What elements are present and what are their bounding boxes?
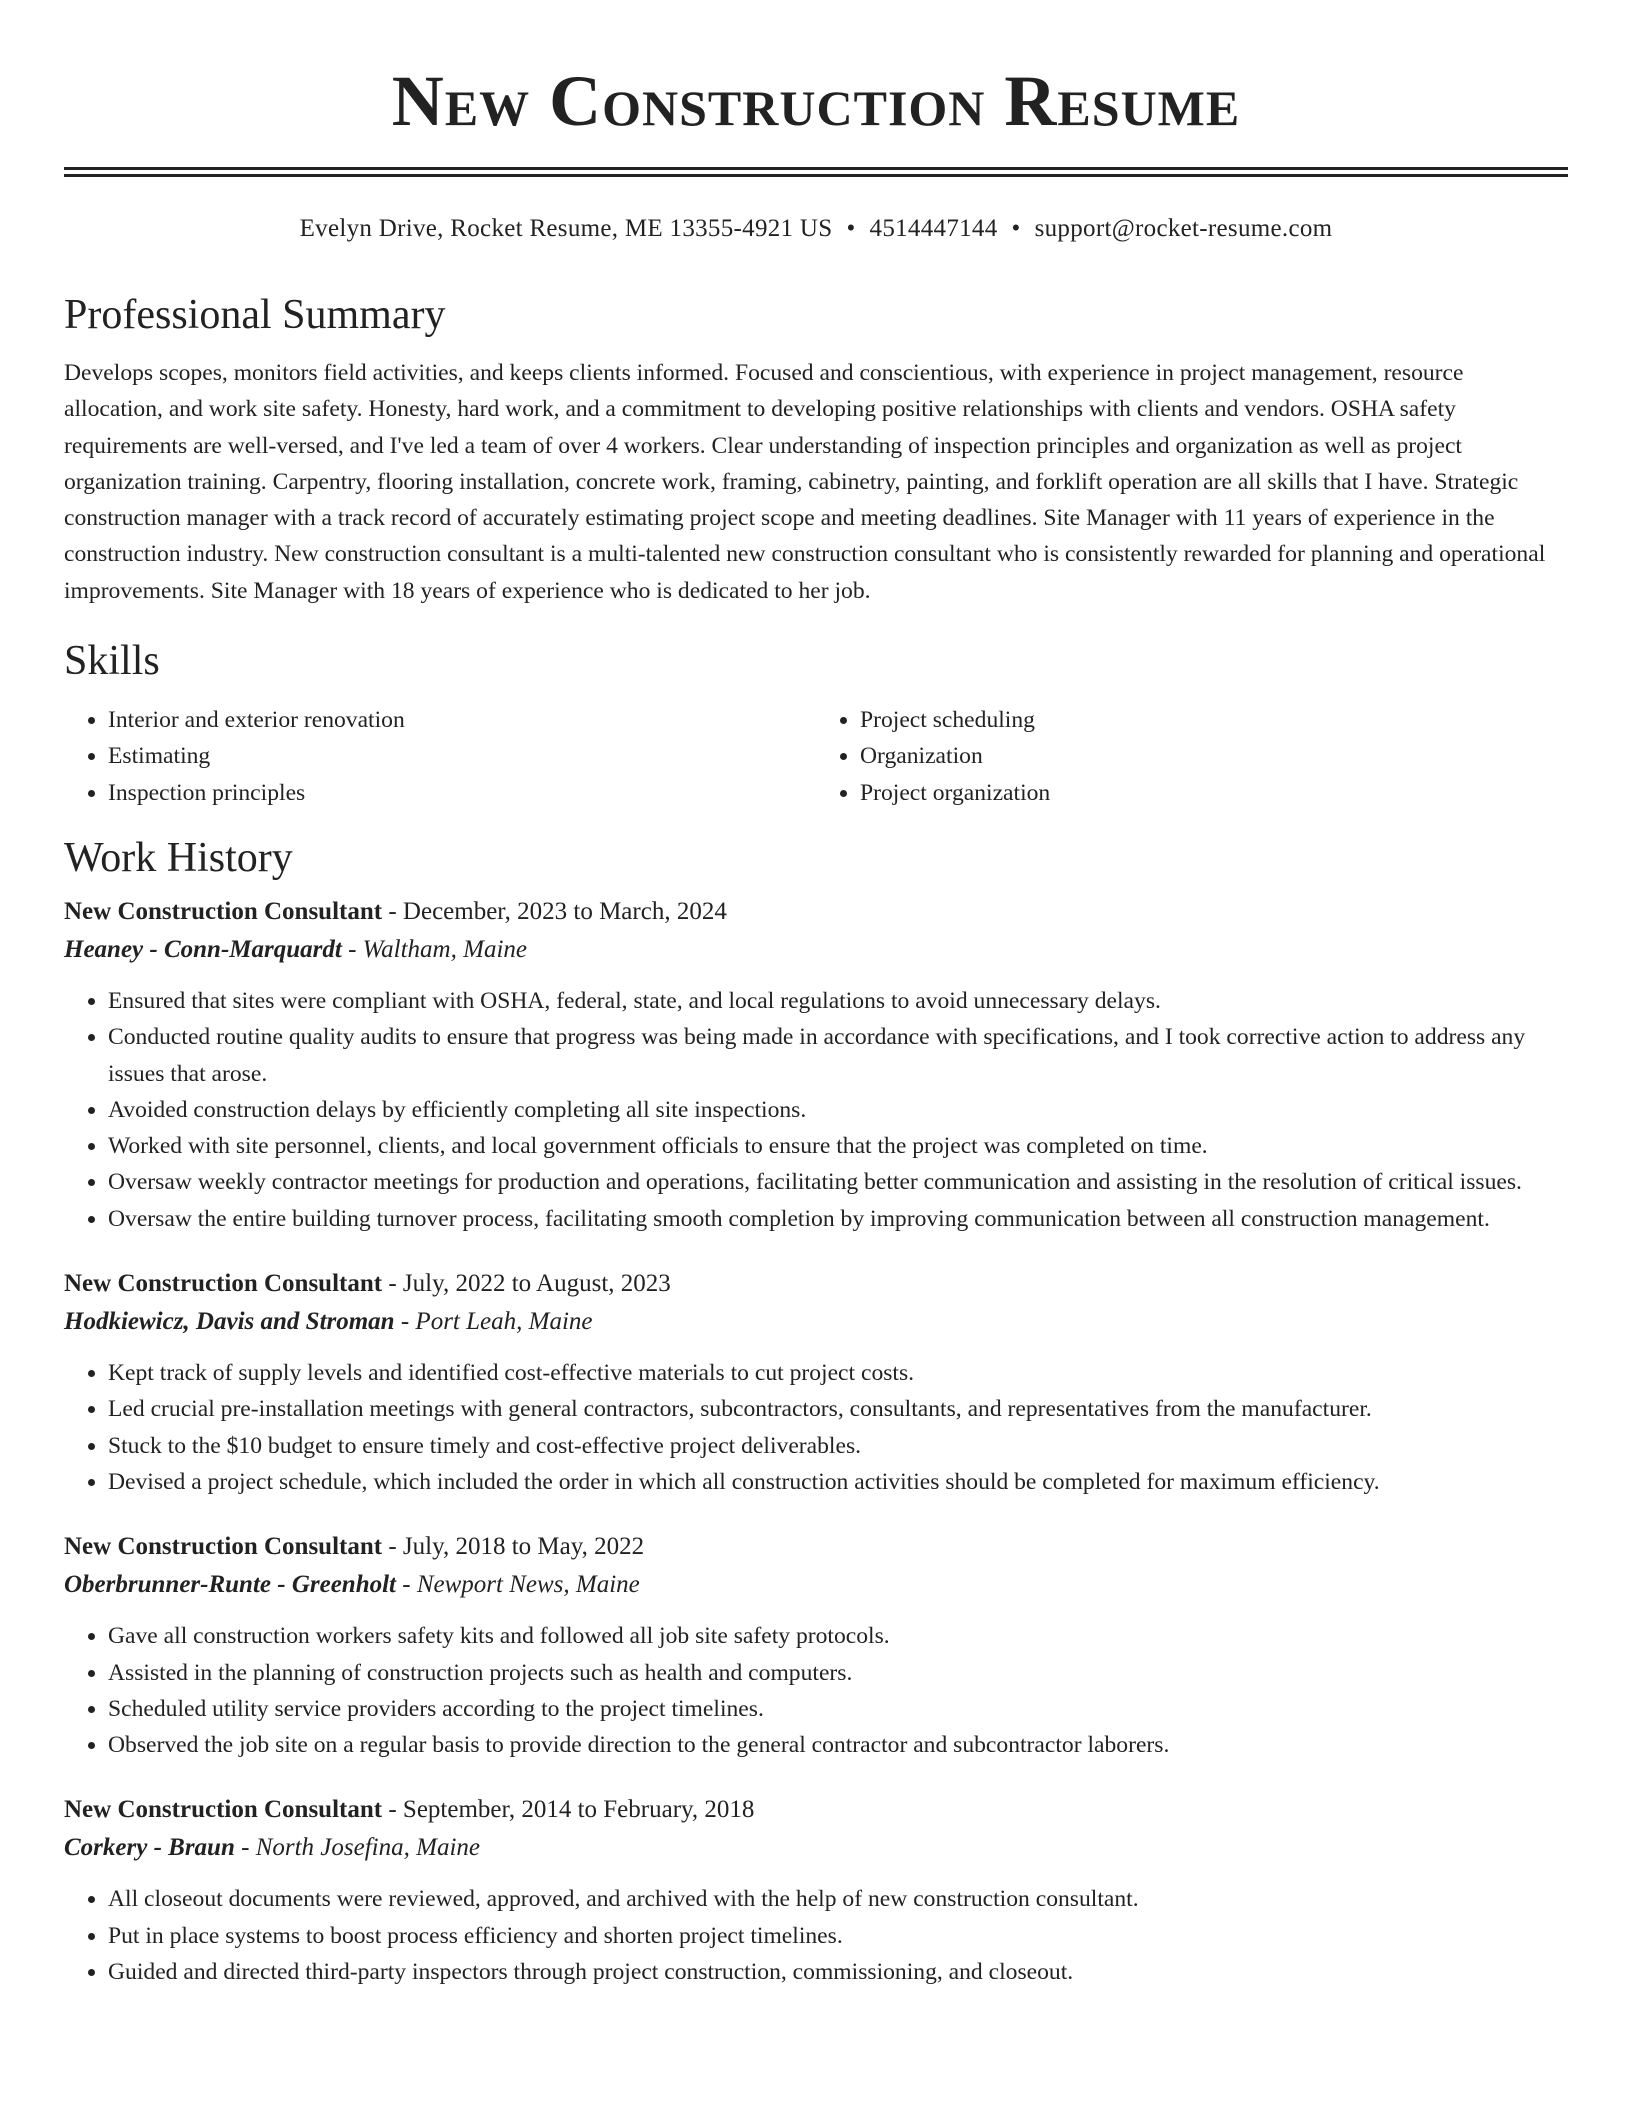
work-history <box>64 893 1568 1990</box>
job-bullet: • Put in place systems to boost process efficiency and shorten project timelines. <box>108 1918 1568 1954</box>
job-entry <box>64 1265 1568 1500</box>
contact-line <box>64 213 1568 245</box>
job-bullet: • Scheduled utility service providers according to the project timelines. <box>108 1691 1568 1727</box>
skills-columns <box>64 702 1568 811</box>
job-location: - North Josefina, Maine <box>234 1834 480 1862</box>
contact-separator: • <box>1011 215 1021 242</box>
job-company: Hodkiewicz, Davis and Stroman <box>64 1308 395 1336</box>
job-title: New Construction Consultant <box>64 1270 383 1298</box>
job-location: - Port Leah, Maine <box>394 1308 593 1336</box>
job-location: - Newport News, Maine <box>396 1571 640 1599</box>
contact-phone: 4514447144 <box>869 215 998 242</box>
job-bullet: • Worked with site personnel, clients, and local government officials to ensure that the project was completed on time. <box>108 1128 1568 1164</box>
skill-item: • Inspection principles <box>108 775 816 811</box>
job-bullet: • Oversaw the entire building turnover process, facilitating smooth completion by improving communication between all construction management. <box>108 1201 1568 1237</box>
job-title-line <box>64 893 1568 931</box>
skills-list-left <box>64 702 816 811</box>
job-bullet: • Gave all construction workers safety kits and followed all job site safety protocols. <box>108 1618 1568 1654</box>
title-double-rule <box>64 167 1568 177</box>
skill-item: • Estimating <box>108 738 816 774</box>
job-bullet: • Stuck to the $10 budget to ensure timely and cost-effective project deliverables. <box>108 1428 1568 1464</box>
job-title: New Construction Consultant <box>64 897 383 925</box>
job-company-line <box>64 1829 1568 1867</box>
skill-item: • Interior and exterior renovation <box>108 702 816 738</box>
job-dates: - July, 2022 to August, 2023 <box>382 1270 671 1298</box>
skill-item: • Organization <box>860 738 1568 774</box>
job-entry <box>64 1791 1568 1990</box>
job-entry <box>64 1528 1568 1763</box>
job-bullet: • Oversaw weekly contractor meetings for production and operations, facilitating better communication and assisting in the resolution of critical issues. <box>108 1164 1568 1200</box>
job-title-line <box>64 1265 1568 1303</box>
job-bullet: • Guided and directed third-party inspectors through project construction, commissioning, and closeout. <box>108 1954 1568 1990</box>
job-company-line <box>64 1566 1568 1604</box>
job-company: Corkery - Braun <box>64 1834 235 1862</box>
job-location: - Waltham, Maine <box>341 935 527 963</box>
job-title: New Construction Consultant <box>64 1796 383 1824</box>
contact-address: Evelyn Drive, Rocket Resume, ME 13355-4921 US <box>299 215 833 242</box>
job-bullets <box>64 1881 1568 1990</box>
job-bullet: • Kept track of supply levels and identified cost-effective materials to cut project costs. <box>108 1355 1568 1391</box>
job-bullet: • Avoided construction delays by efficiently completing all site inspections. <box>108 1092 1568 1128</box>
skill-item: • Project scheduling <box>860 702 1568 738</box>
job-title-line <box>64 1528 1568 1566</box>
job-title-line <box>64 1791 1568 1829</box>
job-dates: - July, 2018 to May, 2022 <box>382 1533 645 1561</box>
job-company-line <box>64 1303 1568 1341</box>
resume-title: New Construction Resume <box>391 61 1241 141</box>
job-bullet: • All closeout documents were reviewed, approved, and archived with the help of new construction consultant. <box>108 1881 1568 1917</box>
skill-item: • Project organization <box>860 775 1568 811</box>
job-bullet: • Observed the job site on a regular basis to provide direction to the general contractor and subcontractor laborers. <box>108 1727 1568 1763</box>
job-dates: - December, 2023 to March, 2024 <box>382 897 727 925</box>
work-history-heading: Work History <box>64 834 293 881</box>
job-company: Oberbrunner-Runte - Greenholt <box>64 1571 396 1599</box>
summary-text: Develops scopes, monitors field activities, and keeps clients informed. Focused and conscientious, with experience in project management, resource allocation, and work site safety. Honesty, hard work, and a commitment to developing positive relationships with clients and vendors. OSHA safety requirements are well-versed, and I've led a team of over 4 workers. Clear understanding of inspection principles and organization as well as project organization training. Carpentry, flooring installation, concrete work, framing, cabinetry, painting, and forklift operation are all skills that I have. Strategic construction manager with a track record of accurately estimating project scope and meeting deadlines. Site Manager with 11 years of experience in the construction industry. New construction consultant is a multi-talented new construction consultant who is consistently rewarded for planning and operational improvements. Site Manager with 18 years of experience who is dedicated to her job. <box>64 360 1546 604</box>
job-bullets <box>64 983 1568 1237</box>
skills-heading: Skills <box>64 638 160 685</box>
job-bullet: • Devised a project schedule, which included the order in which all construction activities should be completed for maximum efficiency. <box>108 1464 1568 1500</box>
job-bullet: • Ensured that sites were compliant with OSHA, federal, state, and local regulations to avoid unnecessary delays. <box>108 983 1568 1019</box>
job-company: Heaney - Conn-Marquardt <box>64 935 342 963</box>
job-bullet: • Led crucial pre-installation meetings with general contractors, subcontractors, consultants, and representatives from the manufacturer. <box>108 1391 1568 1427</box>
job-bullet: • Conducted routine quality audits to ensure that progress was being made in accordance with specifications, and I took corrective action to address any issues that arose. <box>108 1019 1568 1092</box>
job-bullets <box>64 1618 1568 1763</box>
job-title: New Construction Consultant <box>64 1533 383 1561</box>
job-entry <box>64 893 1568 1237</box>
contact-separator: • <box>846 215 856 242</box>
job-dates: - September, 2014 to February, 2018 <box>382 1796 755 1824</box>
job-bullets <box>64 1355 1568 1500</box>
job-company-line <box>64 931 1568 969</box>
contact-email: support@rocket-resume.com <box>1034 215 1333 242</box>
summary-heading: Professional Summary <box>64 292 446 338</box>
job-bullet: • Assisted in the planning of construction projects such as health and computers. <box>108 1655 1568 1691</box>
skills-list-right <box>816 702 1568 811</box>
